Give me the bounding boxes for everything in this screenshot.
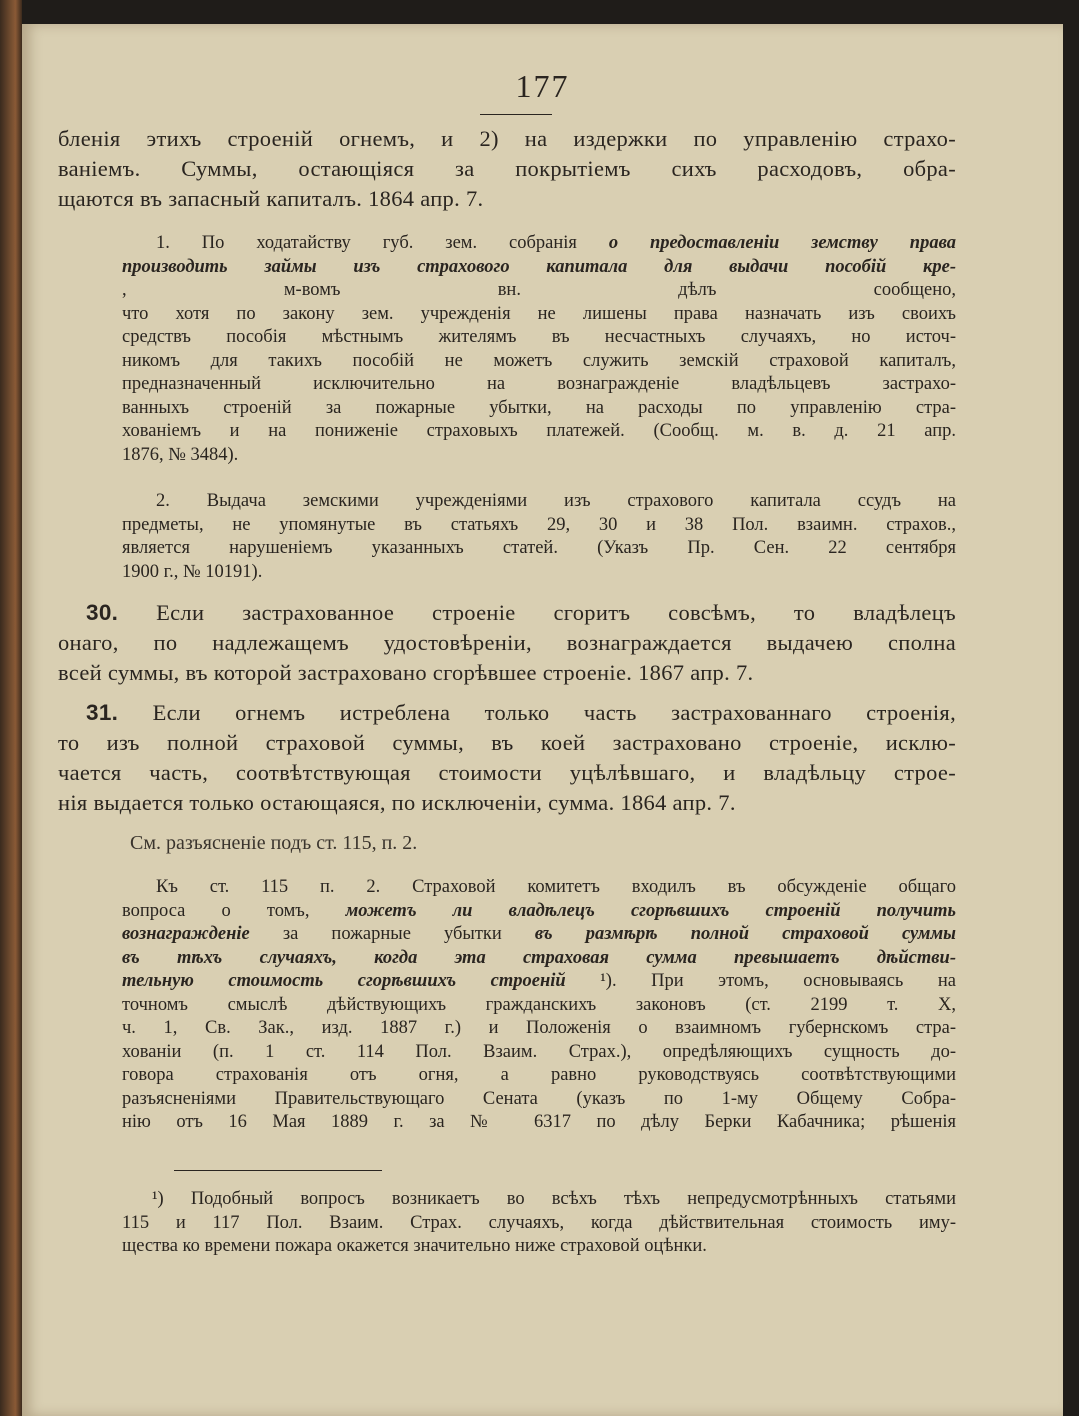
article-text: Если огнемъ истреблена только часть застрахованнаго строенія, bbox=[118, 700, 956, 725]
note-1 bbox=[122, 232, 956, 467]
text-line: чается часть, соотвѣтствующая стоимости уцѣлѣвшаго, и владѣльцу строе- bbox=[58, 760, 956, 785]
book-spine bbox=[0, 0, 22, 1416]
text-line: ч. 1, Св. Зак., изд. 1887 г.) и Положенія о взаимномъ губернскомъ стра- bbox=[122, 1018, 956, 1038]
text-line bbox=[122, 232, 956, 256]
page-number: 177 bbox=[515, 68, 570, 104]
see-reference: См. разъясненіе подъ ст. 115, п. 2. bbox=[130, 832, 418, 854]
article-text: Если застрахованное строеніе сгоритъ совсѣмъ, то владѣлецъ bbox=[118, 600, 956, 625]
commentary-text: вопроса о томъ, bbox=[122, 900, 346, 921]
text-line: предназначенный исключительно на вознагражденіе владѣльцевъ застрахо- bbox=[122, 374, 956, 394]
text-line: производить займы изъ страхового капитала для выдачи пособій кре- bbox=[122, 256, 956, 277]
commentary-text: ¹). При этомъ, основываясь на bbox=[565, 971, 956, 991]
commentary-italic-text: тельную стоимость сгорѣвшихъ строеній bbox=[122, 971, 566, 991]
article-number: 31. bbox=[86, 700, 119, 725]
text-line: хованіи (п. 1 ст. 114 Пол. Взаим. Страх.), опредѣляющихъ сущность до- bbox=[122, 1041, 956, 1062]
article-31 bbox=[58, 698, 956, 818]
text-line: онаго, по надлежащемъ удостовѣреніи, вознаграждается выдачею сполна bbox=[58, 630, 956, 655]
text-line bbox=[122, 970, 956, 994]
text-line bbox=[58, 698, 956, 728]
text-line: бленія этихъ строеній огнемъ, и 2) на издержки по управленію страхо- bbox=[58, 126, 956, 151]
text-line bbox=[58, 598, 956, 628]
continuation-paragraph bbox=[58, 124, 956, 214]
text-line: ваніемъ. Суммы, остающіяся за покрытіемъ сихъ расходовъ, обра- bbox=[58, 156, 956, 181]
text-line: средствъ пособія мѣстнымъ жителямъ въ несчастныхъ случаяхъ, но источ- bbox=[122, 327, 956, 347]
article-number: 30. bbox=[86, 600, 119, 625]
text-line: разъясненіями Правительствующаго Сената (указъ по 1-му Общему Собра- bbox=[122, 1088, 956, 1109]
text-line: въ тѣхъ случаяхъ, когда эта страховая сумма превышаетъ дѣйстви- bbox=[122, 947, 956, 968]
text-line: 1876, № 3484). bbox=[122, 444, 239, 465]
note-2 bbox=[122, 490, 956, 584]
text-line: говора страхованія отъ огня, а равно руководствуясь соотвѣтствующими bbox=[122, 1065, 956, 1085]
note-text: , м-вомъ вн. дѣлъ сообщено, bbox=[122, 280, 956, 300]
footnote bbox=[122, 1188, 956, 1259]
footnote-divider bbox=[174, 1170, 382, 1171]
text-line bbox=[122, 279, 956, 303]
text-line: 1900 г., № 10191). bbox=[122, 561, 263, 582]
text-line: нію отъ 16 Мая 1889 г. за № 6317 по дѣлу Берки Кабачника; рѣшенія bbox=[122, 1112, 956, 1132]
note-italic-text: о предоставленіи земству права bbox=[608, 233, 956, 253]
text-line: ¹) Подобный вопросъ возникаетъ во всѣхъ тѣхъ непредусмотрѣнныхъ статьями bbox=[152, 1189, 956, 1209]
text-line: ванныхъ строеній за пожарные убытки, на расходы по управленію стра- bbox=[122, 397, 956, 418]
text-line bbox=[122, 923, 956, 947]
text-line: 2. Выдача земскими учрежденіями изъ страхового капитала ссудъ на bbox=[156, 491, 956, 511]
text-line: 115 и 117 Пол. Взаим. Страх. случаяхъ, когда дѣйствительная стоимость иму- bbox=[122, 1212, 956, 1233]
commentary bbox=[122, 876, 956, 1135]
text-line: является нарушеніемъ указанныхъ статей. (Указъ Пр. Сен. 22 сентября bbox=[122, 538, 956, 558]
page-number-rule bbox=[480, 114, 552, 115]
commentary-italic-text: можетъ ли владѣлецъ сгорѣвшихъ строеній получить bbox=[345, 900, 956, 921]
note-text: 1. По ходатайству губ. зем. собранія bbox=[156, 233, 609, 253]
article-30 bbox=[58, 598, 956, 688]
text-line: всей суммы, въ которой застраховано сгорѣвшее строеніе. 1867 апр. 7. bbox=[58, 660, 754, 685]
text-line: что хотя по закону зем. учрежденія не лишены права назначать изъ своихъ bbox=[122, 303, 956, 324]
text-line: хованіемъ и на пониженіе страховыхъ платежей. (Сообщ. м. в. д. 21 апр. bbox=[122, 421, 956, 441]
text-line: щаются въ запасный капиталъ. 1864 апр. 7. bbox=[58, 186, 484, 211]
text-line: предметы, не упомянутые въ статьяхъ 29, 30 и 38 Пол. взаимн. страхов., bbox=[122, 514, 956, 535]
commentary-text: за пожарные убытки bbox=[249, 924, 535, 944]
commentary-italic-text: въ размѣрѣ полной страховой суммы bbox=[534, 924, 956, 944]
book-page bbox=[22, 24, 1063, 1416]
text-line: то изъ полной страховой суммы, въ коей застраховано строеніе, исклю- bbox=[58, 730, 956, 755]
text-line: нія выдается только остающаяся, по исключеніи, сумма. 1864 апр. 7. bbox=[58, 790, 736, 815]
commentary-italic-text: вознагражденіе bbox=[122, 924, 250, 944]
text-line bbox=[122, 900, 956, 924]
text-line: точномъ смыслѣ дѣйствующихъ гражданскихъ законовъ (ст. 2199 т. X, bbox=[122, 994, 956, 1015]
text-line: никомъ для такихъ пособій не можетъ служить земскій страховой капиталъ, bbox=[122, 350, 956, 371]
text-line: Къ ст. 115 п. 2. Страховой комитетъ входилъ въ обсужденіе общаго bbox=[156, 877, 956, 897]
text-line: щества ко времени пожара окажется значительно ниже страховой оцѣнки. bbox=[122, 1236, 707, 1256]
